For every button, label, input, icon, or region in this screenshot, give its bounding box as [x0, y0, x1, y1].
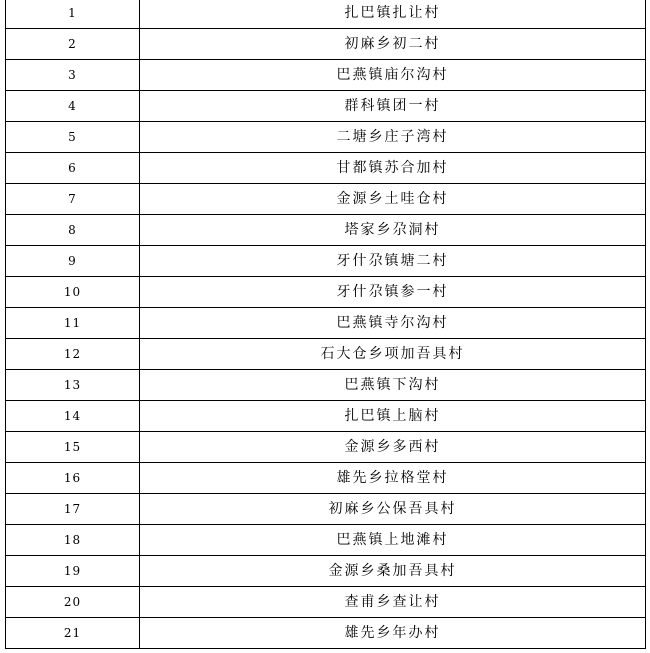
- row-number-cell: 15: [6, 432, 140, 463]
- village-name-cell: 扎巴镇扎让村: [140, 0, 646, 29]
- village-name-cell: 牙什尕镇塘二村: [140, 246, 646, 277]
- village-name-cell: 甘都镇苏合加村: [140, 153, 646, 184]
- row-number-cell: 6: [6, 153, 140, 184]
- row-number-cell: 17: [6, 494, 140, 525]
- table-row: [6, 556, 646, 587]
- village-name-cell: 巴燕镇上地滩村: [140, 525, 646, 556]
- row-number-cell: 11: [6, 308, 140, 339]
- village-table: [5, 0, 646, 649]
- table-row: [6, 184, 646, 215]
- village-name-cell: 雄先乡拉格堂村: [140, 463, 646, 494]
- table-row: [6, 277, 646, 308]
- village-name-cell: 巴燕镇下沟村: [140, 370, 646, 401]
- table-row: [6, 60, 646, 91]
- village-name-cell: 石大仓乡项加吾具村: [140, 339, 646, 370]
- village-name-cell: 塔家乡尕洞村: [140, 215, 646, 246]
- row-number-cell: 13: [6, 370, 140, 401]
- row-number-cell: 3: [6, 60, 140, 91]
- village-name-cell: 初麻乡公保吾具村: [140, 494, 646, 525]
- village-name-cell: 查甫乡查让村: [140, 587, 646, 618]
- table-row: [6, 618, 646, 649]
- row-number-cell: 9: [6, 246, 140, 277]
- table-row: [6, 0, 646, 29]
- village-name-cell: 金源乡桑加吾具村: [140, 556, 646, 587]
- row-number-cell: 14: [6, 401, 140, 432]
- row-number-cell: 16: [6, 463, 140, 494]
- table-row: [6, 308, 646, 339]
- village-name-cell: 牙什尕镇参一村: [140, 277, 646, 308]
- village-name-cell: 金源乡土哇仓村: [140, 184, 646, 215]
- row-number-cell: 4: [6, 91, 140, 122]
- row-number-cell: 18: [6, 525, 140, 556]
- table-row: [6, 91, 646, 122]
- row-number-cell: 20: [6, 587, 140, 618]
- village-name-cell: 巴燕镇庙尔沟村: [140, 60, 646, 91]
- village-table-body: [6, 0, 646, 649]
- row-number-cell: 12: [6, 339, 140, 370]
- table-row: [6, 153, 646, 184]
- table-row: [6, 432, 646, 463]
- table-row: [6, 370, 646, 401]
- table-row: [6, 494, 646, 525]
- row-number-cell: 10: [6, 277, 140, 308]
- row-number-cell: 8: [6, 215, 140, 246]
- row-number-cell: 21: [6, 618, 140, 649]
- row-number-cell: 19: [6, 556, 140, 587]
- village-name-cell: 巴燕镇寺尔沟村: [140, 308, 646, 339]
- table-row: [6, 525, 646, 556]
- table-row: [6, 401, 646, 432]
- row-number-cell: 2: [6, 29, 140, 60]
- table-row: [6, 246, 646, 277]
- row-number-cell: 1: [6, 0, 140, 29]
- table-row: [6, 29, 646, 60]
- village-name-cell: 二塘乡庄子湾村: [140, 122, 646, 153]
- table-row: [6, 463, 646, 494]
- table-row: [6, 122, 646, 153]
- village-name-cell: 初麻乡初二村: [140, 29, 646, 60]
- village-name-cell: 群科镇团一村: [140, 91, 646, 122]
- table-row: [6, 339, 646, 370]
- village-table-container: [5, 0, 646, 649]
- table-row: [6, 587, 646, 618]
- village-name-cell: 雄先乡年办村: [140, 618, 646, 649]
- village-name-cell: 扎巴镇上脑村: [140, 401, 646, 432]
- row-number-cell: 5: [6, 122, 140, 153]
- table-row: [6, 215, 646, 246]
- row-number-cell: 7: [6, 184, 140, 215]
- village-name-cell: 金源乡多西村: [140, 432, 646, 463]
